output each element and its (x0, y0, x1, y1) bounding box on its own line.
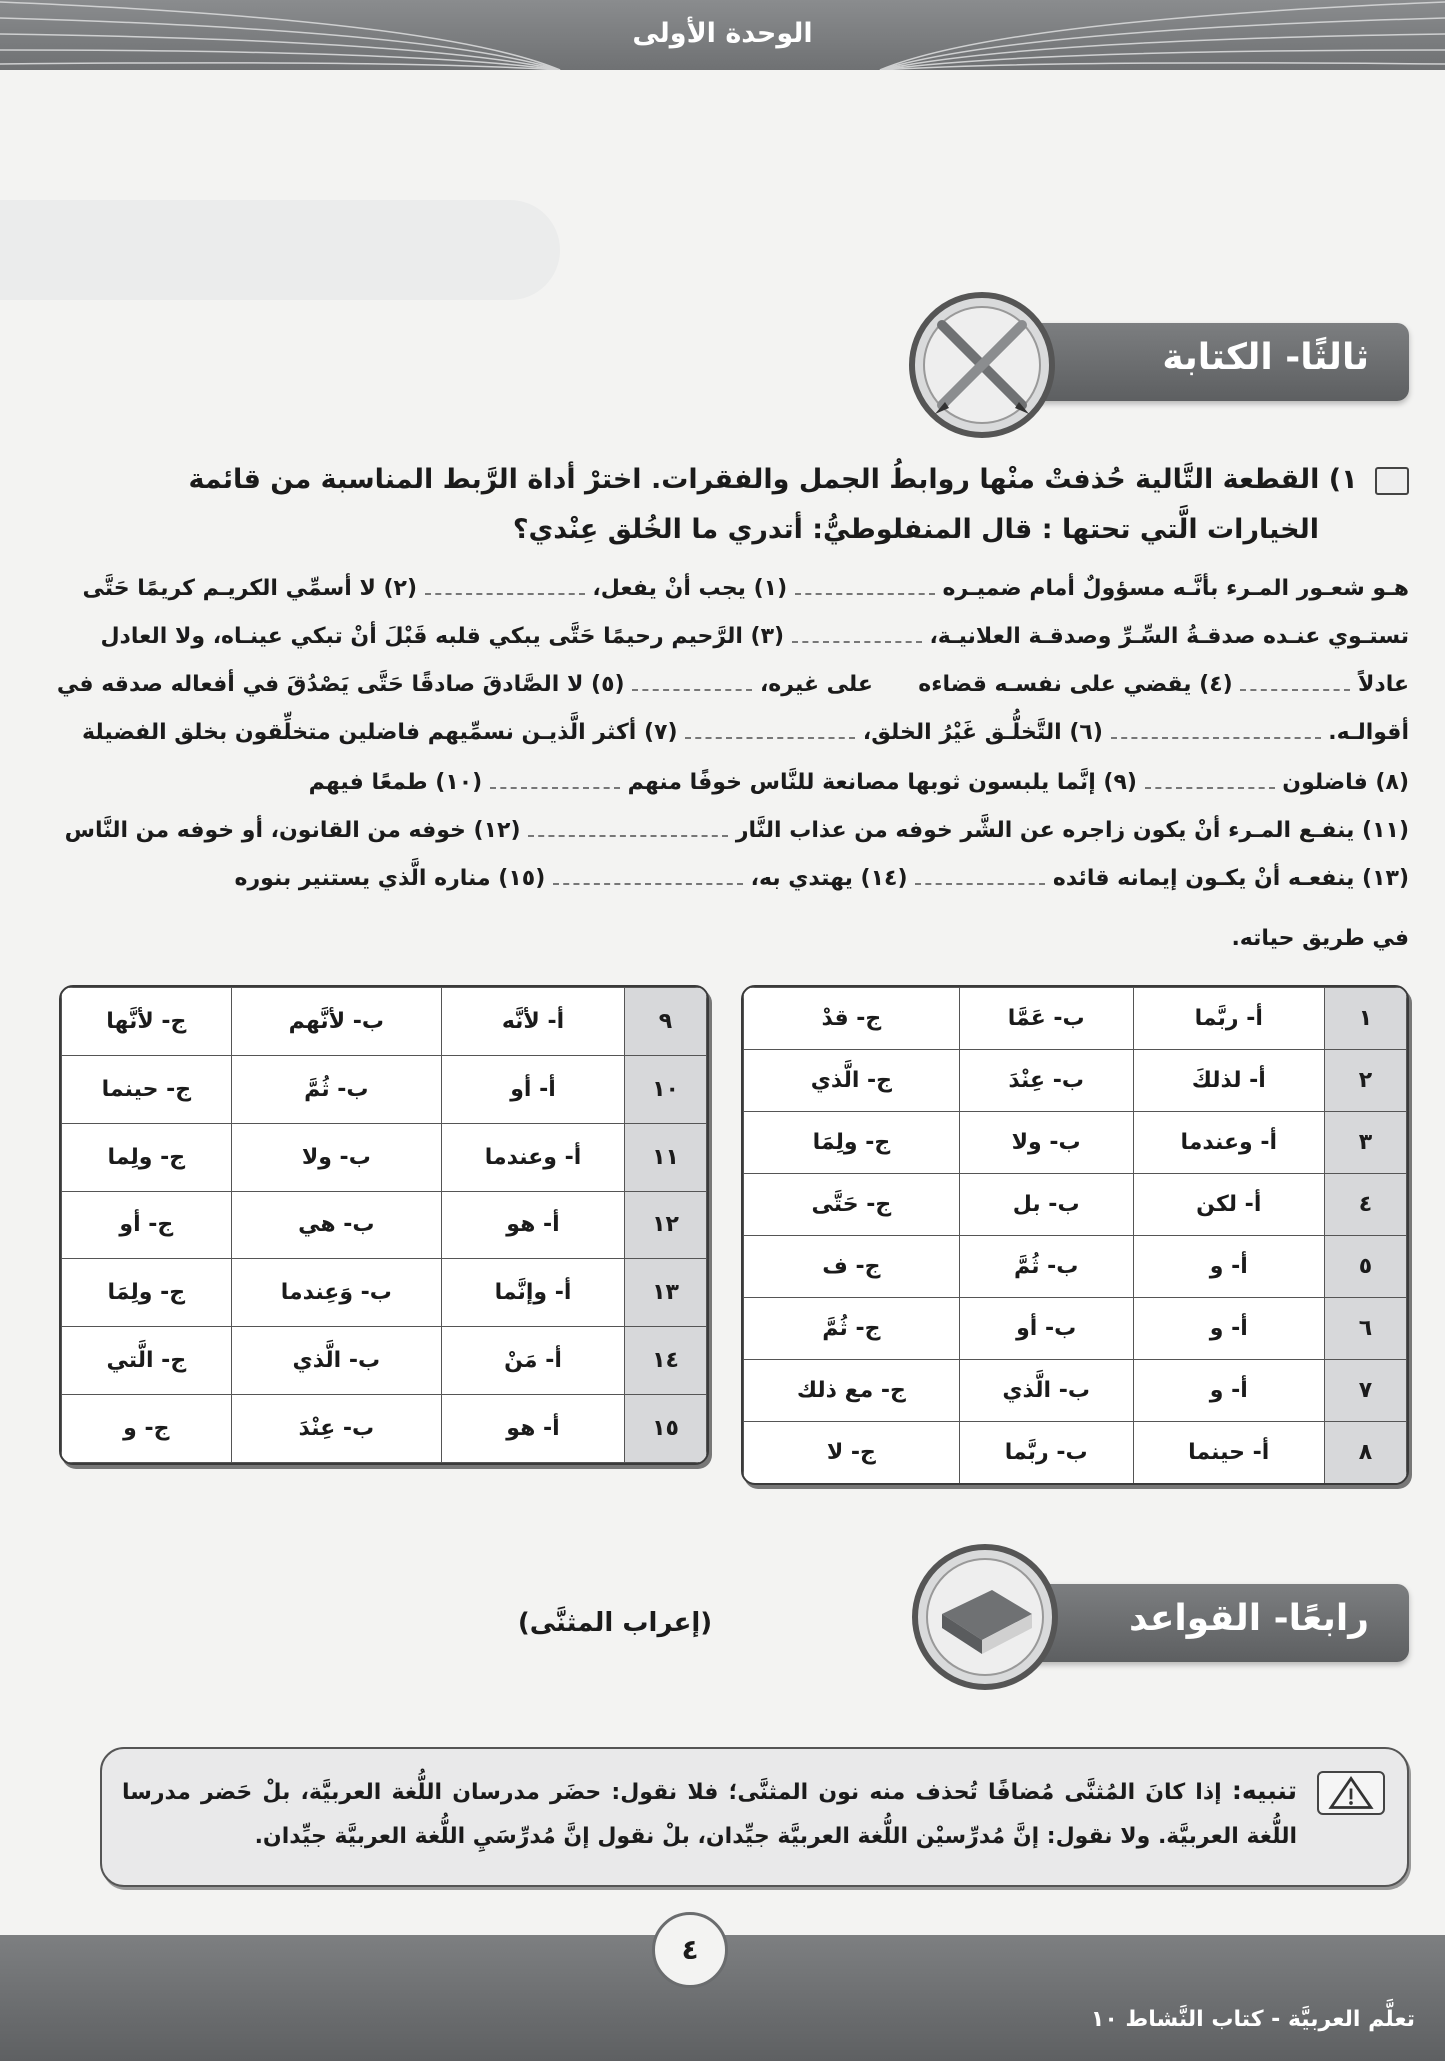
table-row: ٤ أ- لكن ب- بل ج- حَتَّى (744, 1174, 1407, 1236)
choice-b[interactable]: ب- بل (959, 1174, 1133, 1236)
choice-a[interactable]: أ- لذلكَ (1133, 1050, 1324, 1112)
unit-title: الوحدة الأولى (632, 18, 813, 49)
choice-a[interactable]: أ- لأنَّه (441, 988, 624, 1056)
choice-a[interactable]: أ- ربَّما (1133, 988, 1324, 1050)
choice-b[interactable]: ب- ربَّما (959, 1422, 1133, 1484)
choice-a[interactable]: أ- لكن (1133, 1174, 1324, 1236)
choice-c[interactable]: ج- الَّتي (62, 1327, 232, 1395)
blank-7[interactable] (685, 721, 855, 739)
choice-c[interactable]: ج- و (62, 1395, 232, 1463)
choice-b[interactable]: ب- الَّذي (231, 1327, 441, 1395)
table-row: ٦ أ- و ب- أو ج- ثُمَّ (744, 1298, 1407, 1360)
choice-b[interactable]: ب- لأنَّهم (231, 988, 441, 1056)
choice-b[interactable]: ب- عَمَّا (959, 988, 1133, 1050)
note-text: إذا كانَ المُثنَّى مُضافًا تُحذف منه نون المثنَّى؛ فلا نقول: حضَر مدرسان اللُّغة العربيَّة، بلْ حَضر مدرسا اللُّغة العربيَّة. ولا نقول: إنَّ مُدرِّسيْن اللُّغة العربيَّة جيِّدان، بلْ نقول إنَّ مُدرِّسَيِ اللُّغة العربيَّة جيِّدان. (122, 1780, 1297, 1849)
passage-line-3: عادلاً (٤) يقضي على نفسـه قضاءه على غيره، (٥) لا الصَّادقَ صادقًا حَتَّى يَصْدُقَ في أفعاله صدقه في (56, 672, 1409, 697)
choice-c[interactable]: ج- حَتَّى (744, 1174, 960, 1236)
grammar-subtitle: (إعراب المثنَّى) (517, 1608, 713, 1638)
table-row: ١٥ أ- هو ب- عِنْدَ ج- و (62, 1395, 707, 1463)
faded-background-strip (0, 200, 560, 300)
blank-8[interactable] (1145, 771, 1275, 789)
choice-b[interactable]: ب- الَّذي (959, 1360, 1133, 1422)
table-row: ٢ أ- لذلكَ ب- عِنْدَ ج- الَّذي (744, 1050, 1407, 1112)
choice-c[interactable]: ج- أو (62, 1191, 232, 1259)
table-row: ١٣ أ- وإنَّما ب- وَعِندما ج- ولِمَا (62, 1259, 707, 1327)
choices-table-right (741, 985, 1409, 1485)
blank-11[interactable] (915, 867, 1045, 885)
note-label: تنبيه: (1231, 1776, 1297, 1805)
question-heading (70, 455, 1409, 555)
choice-a[interactable]: أ- وعندما (441, 1123, 624, 1191)
passage-line-5: (٨) فاضلون (٩) إنَّما يلبسون ثوبها مصانعة للنَّاس خوفًا منهم (١٠) طمعًا فيهم (308, 770, 1409, 795)
choice-b[interactable]: ب- وَعِندما (231, 1259, 441, 1327)
choice-a[interactable]: أ- و (1133, 1360, 1324, 1422)
choice-c[interactable]: ج- ولِما (62, 1123, 232, 1191)
choice-b[interactable]: ب- هي (231, 1191, 441, 1259)
passage-line-1: هـو شعـور المـرء بأنَّـه مسؤولٌ أمام ضميـره (١) يجب أنْ يفعل، (٢) لا أسمِّي الكريـم كريمًا حَتَّى (82, 576, 1409, 601)
blank-4[interactable] (1240, 673, 1350, 691)
question-line-2: الخيارات الَّتي تحتها : قال المنفلوطيُّ: أتدري ما الخُلق عِنْدي؟ (512, 514, 1319, 545)
writing-section-title: ثالثًا- الكتابة (1162, 337, 1369, 378)
table-row: ١٢ أ- هو ب- هي ج- أو (62, 1191, 707, 1259)
choice-b[interactable]: ب- عِنْدَ (959, 1050, 1133, 1112)
blank-10[interactable] (528, 819, 728, 837)
choice-b[interactable]: ب- أو (959, 1298, 1133, 1360)
choice-a[interactable]: أ- هو (441, 1191, 624, 1259)
note-text-block (122, 1769, 1297, 1859)
choice-b[interactable]: ب- عِنْدَ (231, 1395, 441, 1463)
choice-b[interactable]: ب- ولا (231, 1123, 441, 1191)
choice-c[interactable]: ج- لأنَّها (62, 988, 232, 1056)
choice-c[interactable]: ج- ف (744, 1236, 960, 1298)
choice-c[interactable]: ج- لا (744, 1422, 960, 1484)
note-box (100, 1747, 1409, 1887)
blank-12[interactable] (553, 867, 743, 885)
table-row: ٣ أ- وعندما ب- ولا ج- ولِمَا (744, 1112, 1407, 1174)
choice-a[interactable]: أ- وعندما (1133, 1112, 1324, 1174)
choice-a[interactable]: أ- حينما (1133, 1422, 1324, 1484)
table-row: ٨ أ- حينما ب- ربَّما ج- لا (744, 1422, 1407, 1484)
top-header (0, 0, 1445, 70)
choice-a[interactable]: أ- أو (441, 1055, 624, 1123)
choice-c[interactable]: ج- الَّذي (744, 1050, 960, 1112)
choice-c[interactable]: ج- ثُمَّ (744, 1298, 960, 1360)
choice-a[interactable]: أ- و (1133, 1236, 1324, 1298)
table-row: ١ أ- ربَّما ب- عَمَّا ج- قدْ (744, 988, 1407, 1050)
blank-1[interactable] (795, 577, 935, 595)
choice-a[interactable]: أ- وإنَّما (441, 1259, 624, 1327)
choice-a[interactable]: أ- هو (441, 1395, 624, 1463)
passage-line-6: (١١) ينفـع المـرء أنْ يكون زاجره عن الشَّر خوفه من عذاب النَّار (١٢) خوفه من القانون، أو خوفه من النَّاس (64, 818, 1409, 843)
blank-6[interactable] (1111, 721, 1321, 739)
blank-3[interactable] (792, 625, 922, 643)
choice-b[interactable]: ب- ولا (959, 1112, 1133, 1174)
book-title: تعلَّم العربيَّة - كتاب النَّشاط ١٠ (1090, 2007, 1415, 2032)
passage-line-2: تستـوي عنـده صدقـةُ السِّـرِّ وصدقـة العلانيـة، (٣) الرَّحيم رحيمًا حَتَّى يبكي قلبه قَبْلَ أنْ تبكي عينـاه، ولا العادل (100, 624, 1409, 649)
question-line-1: ١) القطعة التَّالية حُذفتْ منْها روابطُ الجمل والفقرات. اخترْ أداة الرَّبط المناسبة من قائمة (188, 464, 1358, 495)
choice-b[interactable]: ب- ثُمَّ (959, 1236, 1133, 1298)
passage-line-8: في طريق حياته. (1231, 926, 1409, 951)
table-row: ٧ أ- و ب- الَّذي ج- مع ذلك (744, 1360, 1407, 1422)
choice-a[interactable]: أ- مَنْ (441, 1327, 624, 1395)
choice-c[interactable]: ج- قدْ (744, 988, 960, 1050)
page-number: ٤ (652, 1912, 728, 1988)
choices-table-left (59, 985, 709, 1465)
choice-a[interactable]: أ- و (1133, 1298, 1324, 1360)
table-row: ١٠ أ- أو ب- ثُمَّ ج- حينما (62, 1055, 707, 1123)
blank-2[interactable] (425, 577, 585, 595)
choice-c[interactable]: ج- ولِمَا (62, 1259, 232, 1327)
table-row: ٩ أ- لأنَّه ب- لأنَّهم ج- لأنَّها (62, 988, 707, 1056)
choice-c[interactable]: ج- ولِمَا (744, 1112, 960, 1174)
warning-icon (1317, 1771, 1385, 1815)
passage-line-4: أقوالـه. (٦) التَّخلُّـق غَيْرُ الخلق، (٧) أكثر الَّذيـن نسمِّيهم فاضلين متخلِّقون بخلق الفضيلة (82, 720, 1409, 745)
crossed-pens-icon (907, 290, 1057, 440)
choice-c[interactable]: ج- مع ذلك (744, 1360, 960, 1422)
table-row: ٥ أ- و ب- ثُمَّ ج- ف (744, 1236, 1407, 1298)
passage-line-7: (١٣) ينفعـه أنْ يكـون إيمانه قائده (١٤) يهتدي به، (١٥) مناره الَّذي يستنير بنوره (234, 866, 1409, 891)
choice-c[interactable]: ج- حينما (62, 1055, 232, 1123)
choice-b[interactable]: ب- ثُمَّ (231, 1055, 441, 1123)
table-row: ١٤ أ- مَنْ ب- الَّذي ج- الَّتي (62, 1327, 707, 1395)
table-row: ١١ أ- وعندما ب- ولا ج- ولِما (62, 1123, 707, 1191)
grammar-section-title: رابعًا- القواعد (1129, 1598, 1369, 1639)
book-icon (910, 1542, 1060, 1692)
blank-5[interactable] (632, 673, 752, 691)
blank-9[interactable] (490, 771, 620, 789)
pencil-icon (1375, 467, 1409, 495)
